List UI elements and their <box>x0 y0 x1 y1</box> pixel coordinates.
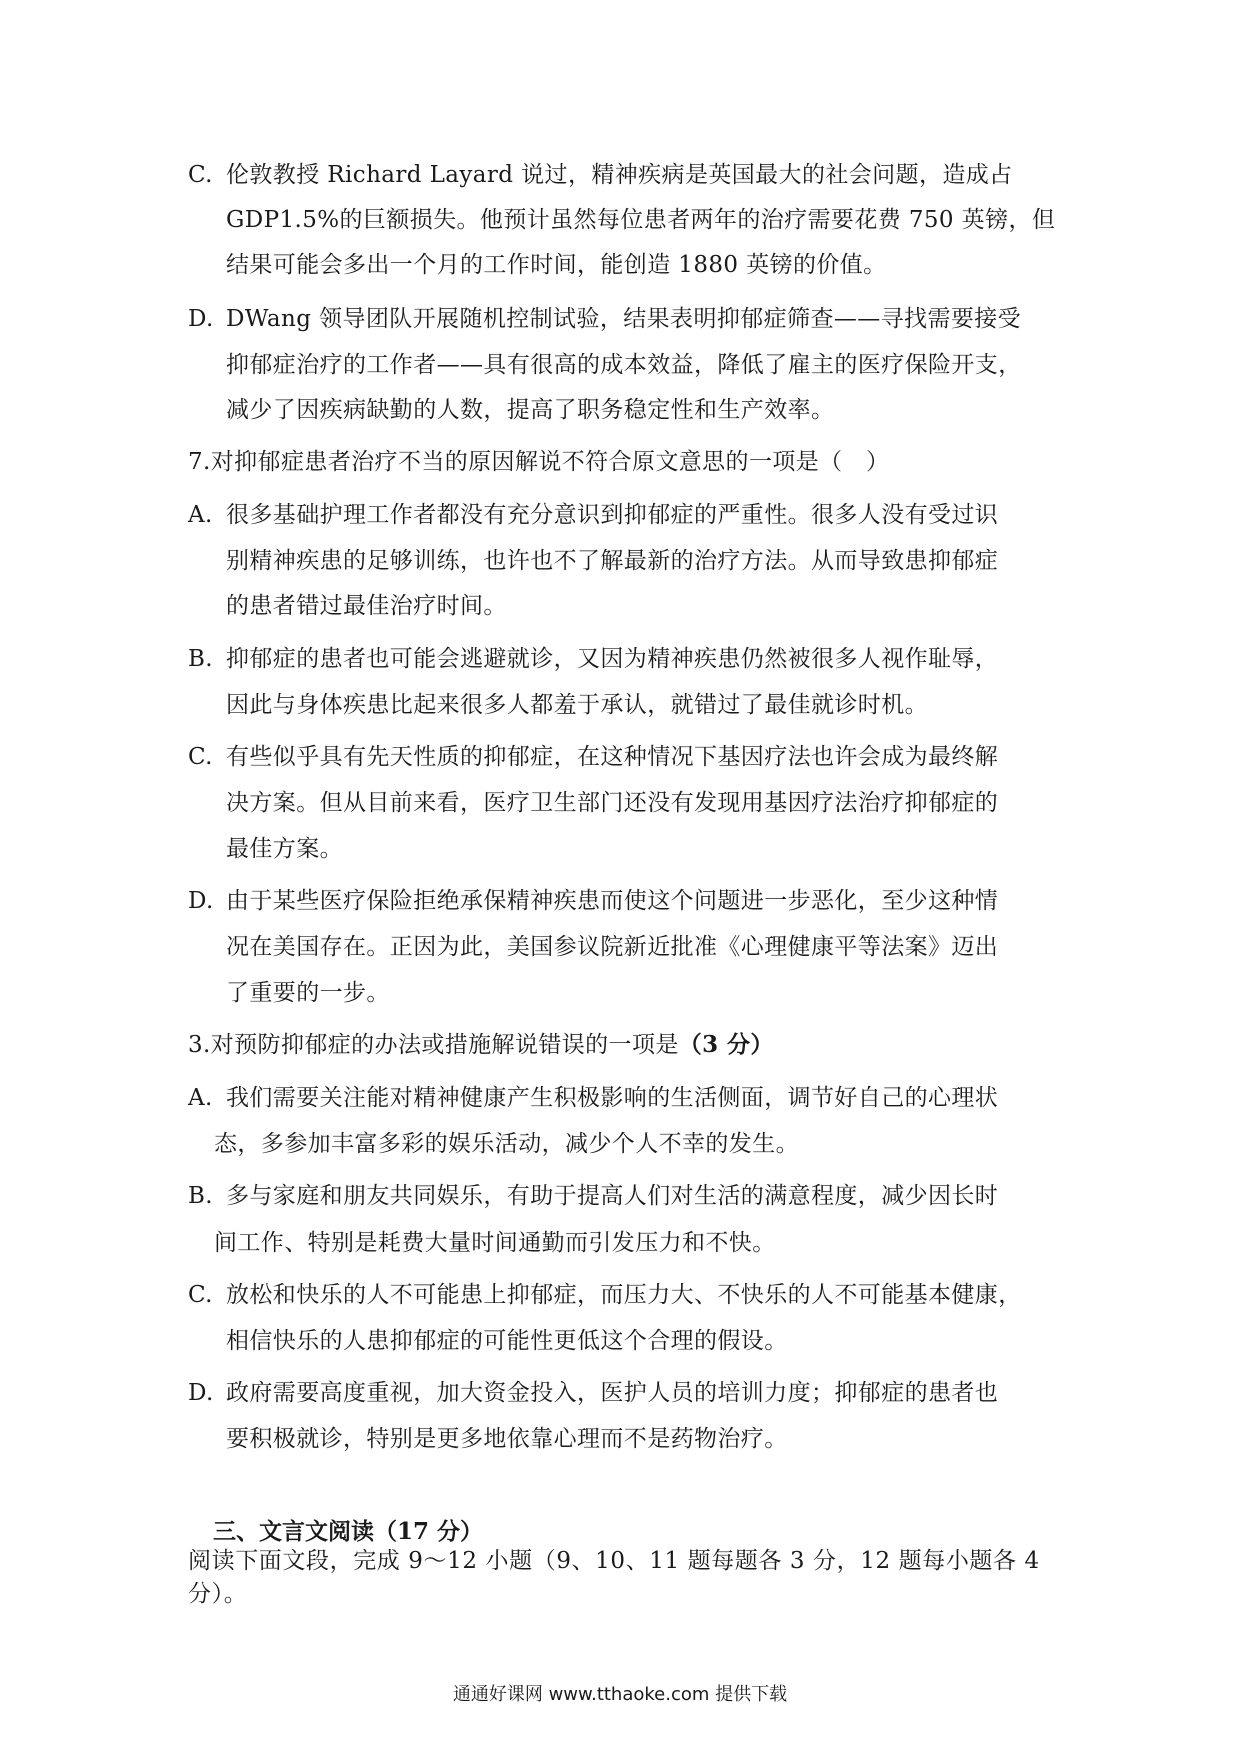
q7-option-d-line-2: 况在美国存在。正因为此，美国参议院新近批准《心理健康平等法案》迈出 <box>226 934 999 960</box>
q6-option-c-line-3: 结果可能会多出一个月的工作时间，能创造 1880 英镑的价值。 <box>226 252 887 278</box>
q8-option-d-line-2: 要积极就诊，特别是更多地依靠心理而不是药物治疗。 <box>226 1426 788 1452</box>
q7-option-c-line-3: 最佳方案。 <box>226 836 343 862</box>
q8-option-b-line-2: 间工作、特别是耗费大量时间通勤而引发压力和不快。 <box>214 1230 776 1256</box>
footer-watermark: 通通好课网 www.tthaoke.com 提供下载 <box>452 1684 788 1705</box>
q6-option-d-line-1: DWang 领导团队开展随机控制试验，结果表明抑郁症筛查——寻找需要接受 <box>226 306 1022 332</box>
q8-option-a-line-2: 态，多参加丰富多彩的娱乐活动，减少个人不幸的发生。 <box>214 1131 799 1157</box>
q8-option-d-line-1: 政府需要高度重视，加大资金投入，医护人员的培训力度；抑郁症的患者也 <box>226 1380 999 1406</box>
q8-option-b-letter: B. <box>188 1183 214 1209</box>
q8-stem-text: 3.对预防抑郁症的办法或措施解说错误的一项是 <box>188 1032 679 1058</box>
q7-option-a-letter: A. <box>188 502 213 528</box>
q8-option-a-letter: A. <box>188 1085 213 1111</box>
q8-stem <box>188 1030 774 1060</box>
q7-option-c-line-1: 有些似乎具有先天性质的抑郁症，在这种情况下基因疗法也许会成为最终解 <box>226 744 999 770</box>
q8-score: （3 分） <box>678 1031 774 1058</box>
q7-option-d-line-1: 由于某些医疗保险拒绝承保精神疾患而使这个问题进一步恶化，至少这种情 <box>226 888 999 914</box>
q6-option-d-line-3: 减少了因疾病缺勤的人数，提高了职务稳定性和生产效率。 <box>226 397 835 423</box>
q7-option-a-line-1: 很多基础护理工作者都没有充分意识到抑郁症的严重性。很多人没有受过识 <box>226 502 999 528</box>
q6-option-c-line-2: GDP1.5%的巨额损失。他预计虽然每位患者两年的治疗需要花费 750 英镑，但 <box>226 207 1056 233</box>
section-intro: 阅读下面文段，完成 9～12 小题（9、10、11 题每题各 3 分，12 题每小题各 4 分）。 <box>188 1548 1040 1607</box>
q6-option-d-letter: D. <box>188 306 214 332</box>
q8-option-c-letter: C. <box>188 1282 213 1308</box>
q7-option-c-line-2: 决方案。但从目前来看，医疗卫生部门还没有发现用基因疗法治疗抑郁症的 <box>226 790 999 816</box>
q7-stem: 7.对抑郁症患者治疗不当的原因解说不符合原文意思的一项是（ ） <box>188 449 890 475</box>
q8-option-c-line-1: 放松和快乐的人不可能患上抑郁症，而压力大、不快乐的人不可能基本健康， <box>226 1282 1022 1308</box>
q7-option-d-letter: D. <box>188 888 214 914</box>
q8-option-c-line-2: 相信快乐的人患抑郁症的可能性更低这个合理的假设。 <box>226 1328 788 1354</box>
q6-option-c-letter: C. <box>188 162 213 188</box>
q6-option-c-line-1: 伦敦教授 Richard Layard 说过，精神疾病是英国最大的社会问题，造成占 <box>226 162 1013 188</box>
q7-option-b-line-1: 抑郁症的患者也可能会逃避就诊，又因为精神疾患仍然被很多人视作耻辱， <box>226 646 999 672</box>
q7-option-b-letter: B. <box>188 646 214 672</box>
q7-option-c-letter: C. <box>188 744 213 770</box>
q7-option-a-line-3: 的患者错过最佳治疗时间。 <box>226 593 507 619</box>
q7-option-b-line-2: 因此与身体疾患比起来很多人都羞于承认，就错过了最佳就诊时机。 <box>226 692 928 718</box>
section-heading: 三、文言文阅读（17 分） <box>213 1518 484 1545</box>
q7-option-a-line-2: 别精神疾患的足够训练，也许也不了解最新的治疗方法。从而导致患抑郁症 <box>226 548 999 574</box>
q6-option-d-line-2: 抑郁症治疗的工作者——具有很高的成本效益，降低了雇主的医疗保险开支， <box>226 352 1022 378</box>
q8-option-a-line-1: 我们需要关注能对精神健康产生积极影响的生活侧面，调节好自己的心理状 <box>226 1085 999 1111</box>
q8-option-b-line-1: 多与家庭和朋友共同娱乐，有助于提高人们对生活的满意程度，减少因长时 <box>226 1183 999 1209</box>
q8-option-d-letter: D. <box>188 1380 214 1406</box>
q7-option-d-line-3: 了重要的一步。 <box>226 980 390 1006</box>
